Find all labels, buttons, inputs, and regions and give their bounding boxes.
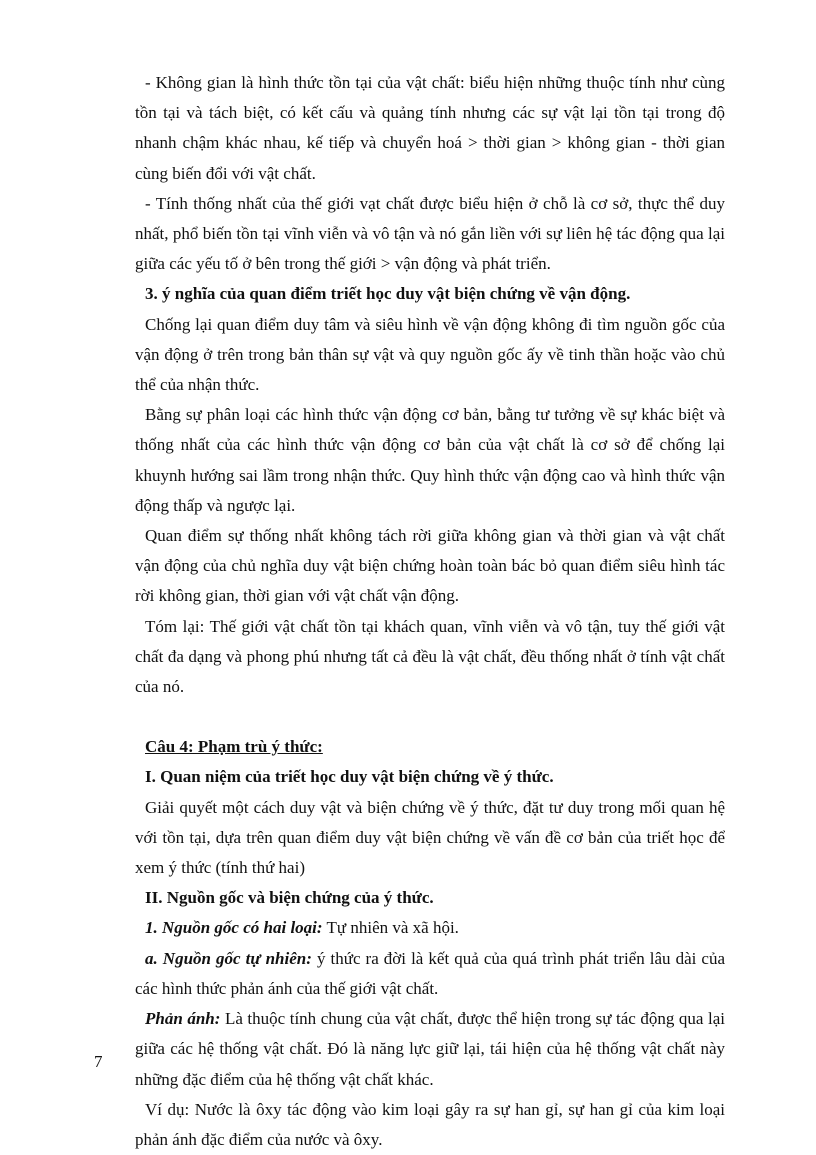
natural-origin-lead: a. Nguồn gốc tự nhiên: bbox=[145, 948, 312, 968]
reflection-text: Là thuộc tính chung của vật chất, được thể hiện trong sự tác động qua lại giữa các hệ thống vật chất. Đó là năng lực giữ lại, tái hiện của hệ thống vật chất này những đặc điểm của hệ thống vật chất khác. bbox=[135, 1009, 725, 1089]
paragraph-space-time-unity: Quan điểm sự thống nhất không tách rời giữa không gian và thời gian và vật chất vận động của chủ nghĩa duy vật biện chứng hoàn toàn bác bỏ quan điểm siêu hình tác rời không gian, thời gian với vật chất vận động. bbox=[135, 526, 725, 606]
question-4-heading bbox=[135, 732, 725, 762]
natural-origin-text: ý thức ra đời là kết quả của quá trình phát triển lâu dài của các hình thức phản ánh của thế giới vật chất. bbox=[135, 948, 725, 998]
paragraph-conclusion: Tóm lại: Thế giới vật chất tồn tại khách quan, vĩnh viễn và vô tận, tuy thế giới vật chất đa dạng và phong phú nhưng tất cả đều là vật chất, đều thống nhất ở tính vật chất của nó. bbox=[135, 616, 725, 697]
origin-types-lead: 1. Nguồn gốc có hai loại: bbox=[145, 918, 323, 938]
question-4-title: Câu 4: Phạm trù ý thức: bbox=[145, 737, 323, 757]
reflection-lead: Phản ánh: bbox=[145, 1009, 221, 1029]
heading-part-i: I. Quan niệm của triết học duy vật biện chứng về ý thức. bbox=[145, 767, 554, 787]
heading-part-ii: II. Nguồn gốc và biện chứng của ý thức. bbox=[145, 888, 434, 908]
page-number: 7 bbox=[94, 1052, 103, 1071]
paragraph-reflection bbox=[135, 1004, 725, 1095]
paragraph-oppose: Chống lại quan điểm duy tâm và siêu hình về vận động không đi tìm nguồn gốc của vận động ở trên trong bản thân sự vật và quy nguồn gốc ấy về tinh thần hoặc vào chủ thể của nhận thức. bbox=[135, 314, 725, 395]
paragraph-natural-origin bbox=[135, 944, 725, 1004]
heading-section-3: 3. ý nghĩa của quan điểm triết học duy vật biện chứng về vận động. bbox=[145, 284, 631, 304]
paragraph-origin-types bbox=[135, 913, 725, 943]
document-page bbox=[135, 68, 725, 1155]
paragraph-example: Ví dụ: Nước là ôxy tác động vào kim loại gây ra sự han gỉ, sự han gỉ của kim loại phản ánh đặc điểm của nước và ôxy. bbox=[135, 1099, 725, 1149]
paragraph-consciousness-view: Giải quyết một cách duy vật và biện chứng về ý thức, đặt tư duy trong mối quan hệ với tồn tại, dựa trên quan điểm duy vật biện chứng về vấn đề cơ bản của triết học để xem ý thức (tính thứ hai) bbox=[135, 797, 725, 878]
paragraph-classification: Bằng sự phân loại các hình thức vận động cơ bản, bằng tư tưởng về sự khác biệt và thống nhất của các hình thức vận động cơ bản của vật chất là cơ sở để chống lại khuynh hướng sai lầm trong nhận thức. Quy hình thức vận động cao và hình thức vận động thấp và ngược lại. bbox=[135, 405, 725, 515]
origin-types-text: Tự nhiên và xã hội. bbox=[322, 918, 459, 938]
paragraph-space: - Không gian là hình thức tồn tại của vật chất: biểu hiện những thuộc tính như cùng tồn tại và tách biệt, có kết cấu và quảng tính nhưng các sự vật lại tồn tại trong độ nhanh chậm khác nhau, kế tiếp và chuyển hoá > thời gian > không gian - thời gian cùng biến đổi với vật chất. bbox=[135, 73, 725, 183]
paragraph-unity: - Tính thống nhất của thế giới vạt chất được biểu hiện ở chỗ là cơ sở, thực thể duy nhất, phổ biến tồn tại vĩnh viễn và vô tận và nó gắn liền với sự liên hệ tác động qua lại giữa các yếu tố ở bên trong thế giới > vận động và phát triển. bbox=[135, 193, 725, 274]
